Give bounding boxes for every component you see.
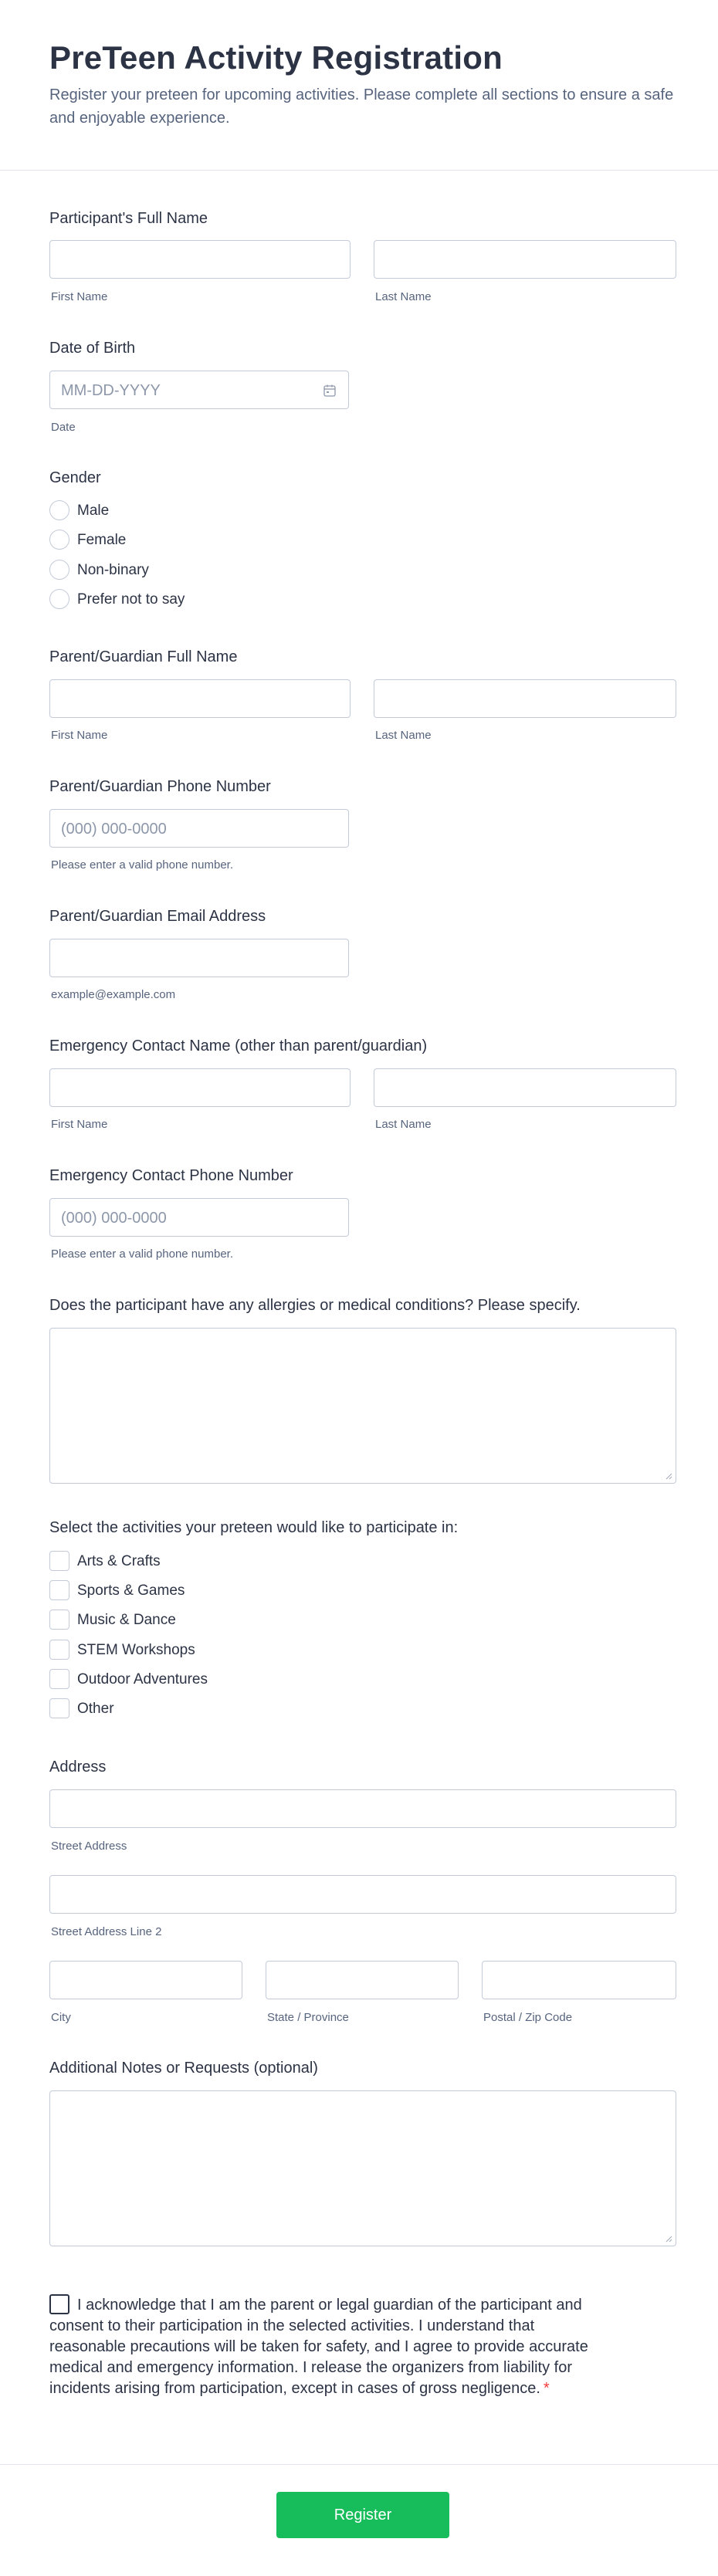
participant-first-name-sublabel: First Name [51,290,108,303]
emergency-first-name-sublabel: First Name [51,1118,108,1131]
guardian-first-name-input[interactable] [49,679,351,718]
notes-label: Additional Notes or Requests (optional) [49,2060,318,2077]
guardian-email-label: Parent/Guardian Email Address [49,908,266,925]
form-title: PreTeen Activity Registration [49,39,503,76]
gender-option-female[interactable]: Female [77,532,127,548]
emergency-phone-input[interactable] [49,1198,349,1237]
guardian-phone-input[interactable] [49,809,349,848]
street-address-sublabel: Street Address [51,1840,127,1853]
activity-option-stem-workshops[interactable]: STEM Workshops [77,1642,195,1658]
gender-label: Gender [49,469,101,486]
dob-label: Date of Birth [49,340,136,357]
activity-option-other[interactable]: Other [77,1701,114,1717]
emergency-phone-label: Emergency Contact Phone Number [49,1167,293,1184]
participant-last-name-sublabel: Last Name [375,290,432,303]
notes-textarea[interactable] [49,2090,676,2246]
emergency-first-name-input[interactable] [49,1068,351,1107]
gender-radio-non-binary[interactable] [49,560,69,580]
activity-checkbox-arts-crafts[interactable] [49,1551,69,1571]
participant-first-name-input[interactable] [49,240,351,279]
city-input[interactable] [49,1961,242,1999]
guardian-phone-label: Parent/Guardian Phone Number [49,778,271,795]
guardian-email-input[interactable] [49,939,349,977]
guardian-last-name-sublabel: Last Name [375,729,432,742]
medical-textarea[interactable] [49,1328,676,1484]
calendar-icon[interactable] [323,384,337,398]
resize-grip-icon[interactable] [665,1472,672,1480]
guardian-phone-sublabel: Please enter a valid phone number. [51,858,233,872]
dob-input[interactable] [49,371,349,409]
register-button[interactable]: Register [276,2492,449,2538]
guardian-last-name-input[interactable] [374,679,676,718]
guardian-phone-placeholder: (000) 000-0000 [61,821,167,838]
medical-label: Does the participant have any allergies or medical conditions? Please specify. [49,1297,581,1314]
street-address-input[interactable] [49,1789,676,1828]
gender-option-prefer-not-to-say[interactable]: Prefer not to say [77,591,185,608]
guardian-name-label: Parent/Guardian Full Name [49,648,238,665]
consent-checkbox[interactable] [49,2294,69,2314]
form-header [0,0,718,171]
activity-checkbox-outdoor-adventures[interactable] [49,1669,69,1689]
city-sublabel: City [51,2011,71,2024]
state-input[interactable] [266,1961,459,1999]
participant-name-label: Participant's Full Name [49,210,208,227]
activities-label: Select the activities your preteen would like to participate in: [49,1519,459,1536]
activity-option-arts-crafts[interactable]: Arts & Crafts [77,1553,161,1569]
emergency-name-label: Emergency Contact Name (other than parent/guardian) [49,1038,428,1054]
gender-option-male[interactable]: Male [77,503,110,519]
gender-radio-female[interactable] [49,530,69,550]
activity-option-sports-games[interactable]: Sports & Games [77,1582,185,1599]
gender-option-non-binary[interactable]: Non-binary [77,562,149,578]
guardian-first-name-sublabel: First Name [51,729,108,742]
gender-radio-male[interactable] [49,500,69,520]
activity-option-outdoor-adventures[interactable]: Outdoor Adventures [77,1671,208,1687]
dob-sublabel: Date [51,421,76,434]
activity-checkbox-music-dance[interactable] [49,1610,69,1630]
gender-radio-prefer-not-to-say[interactable] [49,589,69,609]
emergency-phone-sublabel: Please enter a valid phone number. [51,1247,233,1261]
address-label: Address [49,1759,107,1775]
activity-checkbox-stem-workshops[interactable] [49,1640,69,1660]
resize-grip-icon[interactable] [665,2235,672,2243]
emergency-last-name-input[interactable] [374,1068,676,1107]
dob-placeholder: MM-DD-YYYY [61,382,161,399]
required-mark: * [543,2380,550,2397]
activity-checkbox-sports-games[interactable] [49,1580,69,1600]
state-sublabel: State / Province [267,2011,349,2024]
guardian-email-sublabel: example@example.com [51,988,176,1001]
activity-checkbox-other[interactable] [49,1698,69,1718]
emergency-phone-placeholder: (000) 000-0000 [61,1210,167,1227]
participant-last-name-input[interactable] [374,240,676,279]
emergency-last-name-sublabel: Last Name [375,1118,432,1131]
consent-text: I acknowledge that I am the parent or legal guardian of the participant and consent to their participation in the selected activities. I understand that reasonable precautions will be taken for safety, and I agree to provide accurate medical and emergency information. I release the organizers from liability for incidents arising from participation, except in cases of gross negligence. [49,2297,588,2397]
street-address-line2-input[interactable] [49,1875,676,1914]
zip-input[interactable] [482,1961,676,1999]
street-address-line2-sublabel: Street Address Line 2 [51,1925,162,1938]
zip-sublabel: Postal / Zip Code [483,2011,573,2024]
activity-option-music-dance[interactable]: Music & Dance [77,1612,176,1628]
consent-section [49,2294,605,2399]
form-subtitle: Register your preteen for upcoming activities. Please complete all sections to ensure a safe and enjoyable experience. [49,86,674,127]
